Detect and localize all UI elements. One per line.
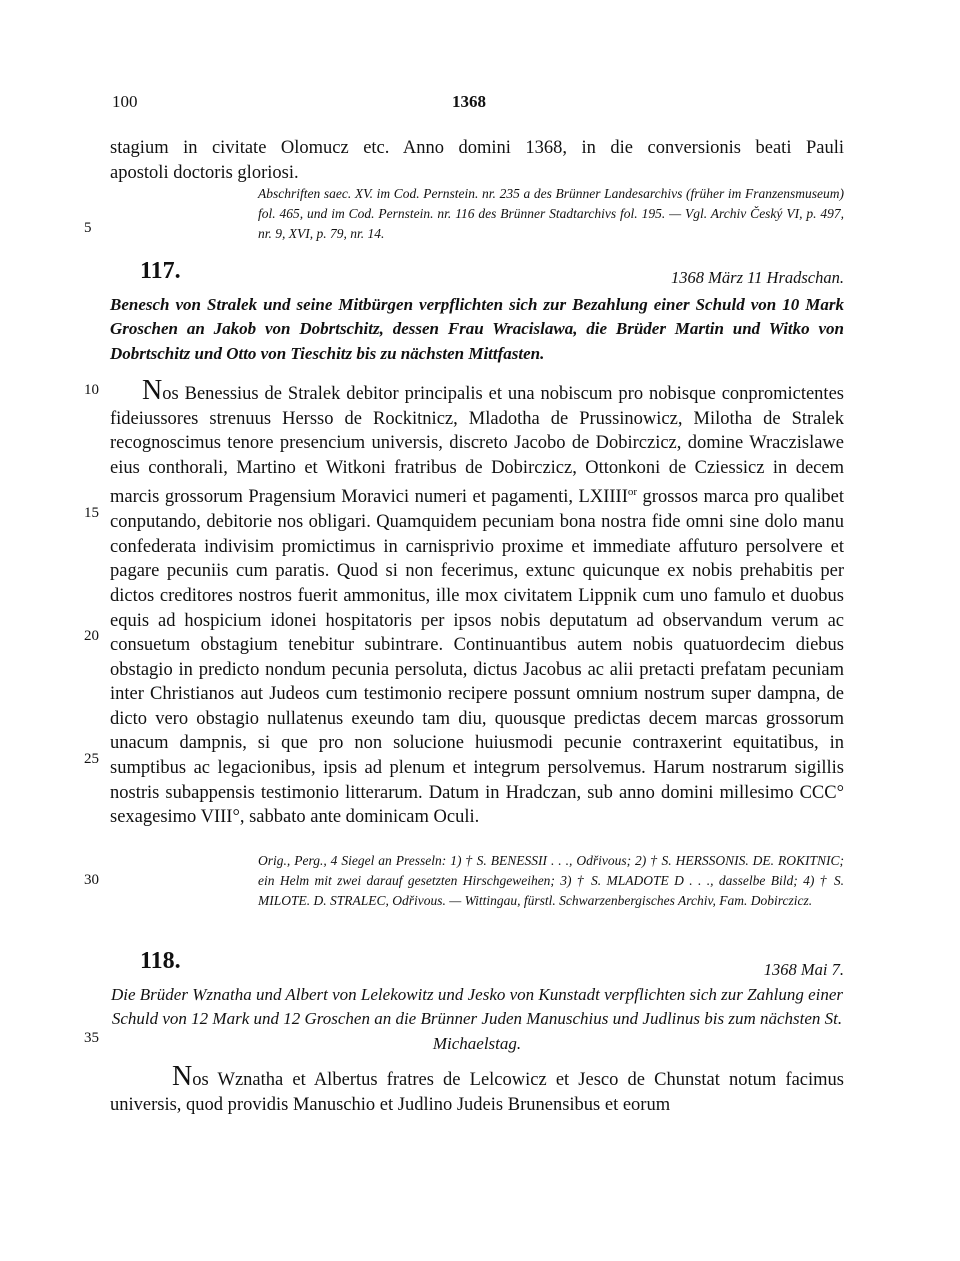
line-number-35: 35: [84, 1030, 99, 1046]
regest-117: Benesch von Stralek und seine Mitbürgen verpflichten sich zur Bezahlung einer Schuld von 10 Mark Groschen an Jakob von Dobrtschitz, dessen Frau Wracislawa, die Brüder Martin und Witko von Dobrtschitz und Otto von Tieschitz bis zu nächsten Mittfasten.: [110, 295, 844, 363]
line-number-10: 10: [84, 382, 99, 398]
text-117-part-a: os Benessius de Stralek debitor principalis et una nobiscum pro nobisque conpromictentes fideiussores strenuus Hersso de Rockitnicz, Mladotha de Prussinowicz, Milotha de Stralek recognoscimus tenore presencium universis, discreto Jacobo de Dobirczicz, domine Wraczislawe eius conthorali, Martino et Witkoni fratribus de Dobirczicz, Ottonkoni de Cziessicz in decem marcis grossorum Pragensium Moravici numeri et pagamenti, LXIIII: [110, 384, 844, 508]
document-text-118: [110, 1063, 844, 1117]
document-number-118: 118.: [140, 948, 181, 974]
line-number-20: 20: [84, 628, 99, 644]
running-year: 1368: [452, 92, 486, 111]
line-number-5: 5: [84, 220, 92, 236]
document-text-117: [110, 377, 844, 830]
document-date-118: 1368 Mai 7.: [763, 960, 844, 979]
document-note-117: Orig., Perg., 4 Siegel an Presseln: 1) † S. BENESSII . . ., Odřivous; 2) † S. HERSSONIS. DE. ROKITNIC; ein Helm mit zwei darauf gesetzten Hirschgeweihen; 3) † S. MLADOTE D . . ., dasselbe Bild; 4) † S. MILOTE. D. STRALEC, Odřivous. — Wittingau, fürstl. Schwarzenbergisches Archiv, Fam. Dobirczicz.: [258, 853, 844, 908]
page-number: 100: [112, 92, 138, 111]
initial-letter-117: N: [142, 375, 163, 406]
previous-document-line-2: apostoli doctoris gloriosi.: [110, 162, 299, 183]
initial-letter-118: N: [172, 1061, 193, 1092]
previous-document-line-1: stagium in civitate Olomucz etc. Anno domini 1368, in die conversionis beati Pauli: [110, 138, 844, 158]
text-117-part-b: grossos marca pro qualibet conputando, debitorie nos obligari. Quamquidem pecuniam bona nostra fide omni sine dolo manu confederata indivisim promictimus in carnisprivio proxime et immediate affuturo persolvere et pagare pecuniis cum paratis. Quod si non fecerimus, extunc quicunque ex nobis prehabitis per dictos creditores nostros fuerit ammonitus, ille mox civitatem Lippnik cum uno famulo et duobus equis ad hospicium idonei hospitatoris per ipsos nobis deputatum ad observandum verum ac consuetum obstagium tenebitur subintrare. Continuantibus autem nobis quatuordecim diebus obstagio in predicto nondum pecunia persoluta, dictus Jacobus ac alii pretacti prefatam pecuniam inter Christianos aut Judeos cum testimonio recipere possunt omnium nostrum super dampna, de dicto vero obstagio nullatenus exeundo tam diu, quousque predictas decem marcas grossorum unacum dampnis, si que pro non solucione huiusmodi pecunie contraxerint equitatibus, in sumptibus ac legacionibus, ipsis ad plenum et integrum persolvemus. Harum nostrarum sigillis nostris subappensis testimonio litterarum. Datum in Hradczan, sub anno domini millesimo CCC° sexagesimo VIII°, sabbato ante dominicam Oculi.: [110, 487, 844, 828]
line-number-25: 25: [84, 751, 99, 767]
text-118: os Wznatha et Albertus fratres de Lelcowicz et Jesco de Chunstat notum facimus universis, quod providis Manuschio et Judlino Judeis Brunensibus et eorum: [110, 1070, 844, 1115]
regest-118: Die Brüder Wznatha und Albert von Lelekowitz und Jesko von Kunstadt verpflichten sich zur Zahlung einer Schuld von 12 Mark und 12 Groschen an die Brünner Juden Manuschius und Judlinus bis zum nächsten St. Michaelstag.: [110, 985, 843, 1053]
superscript-or: or: [627, 486, 638, 499]
line-number-30: 30: [84, 872, 99, 888]
previous-document-text: [110, 136, 844, 185]
document-date-117: 1368 März 11 Hradschan.: [671, 268, 844, 287]
document-number-117: 117.: [140, 258, 181, 284]
line-number-15: 15: [84, 505, 99, 521]
previous-document-note: Abschriften saec. XV. im Cod. Pernstein. nr. 235 a des Brünner Landesarchivs (früher im Franzensmuseum) fol. 465, und im Cod. Pernstein. nr. 116 des Brünner Stadtarchivs fol. 195. — Vgl. Archiv Český VI, p. 497, nr. 9, XVI, p. 79, nr. 14.: [258, 186, 844, 241]
